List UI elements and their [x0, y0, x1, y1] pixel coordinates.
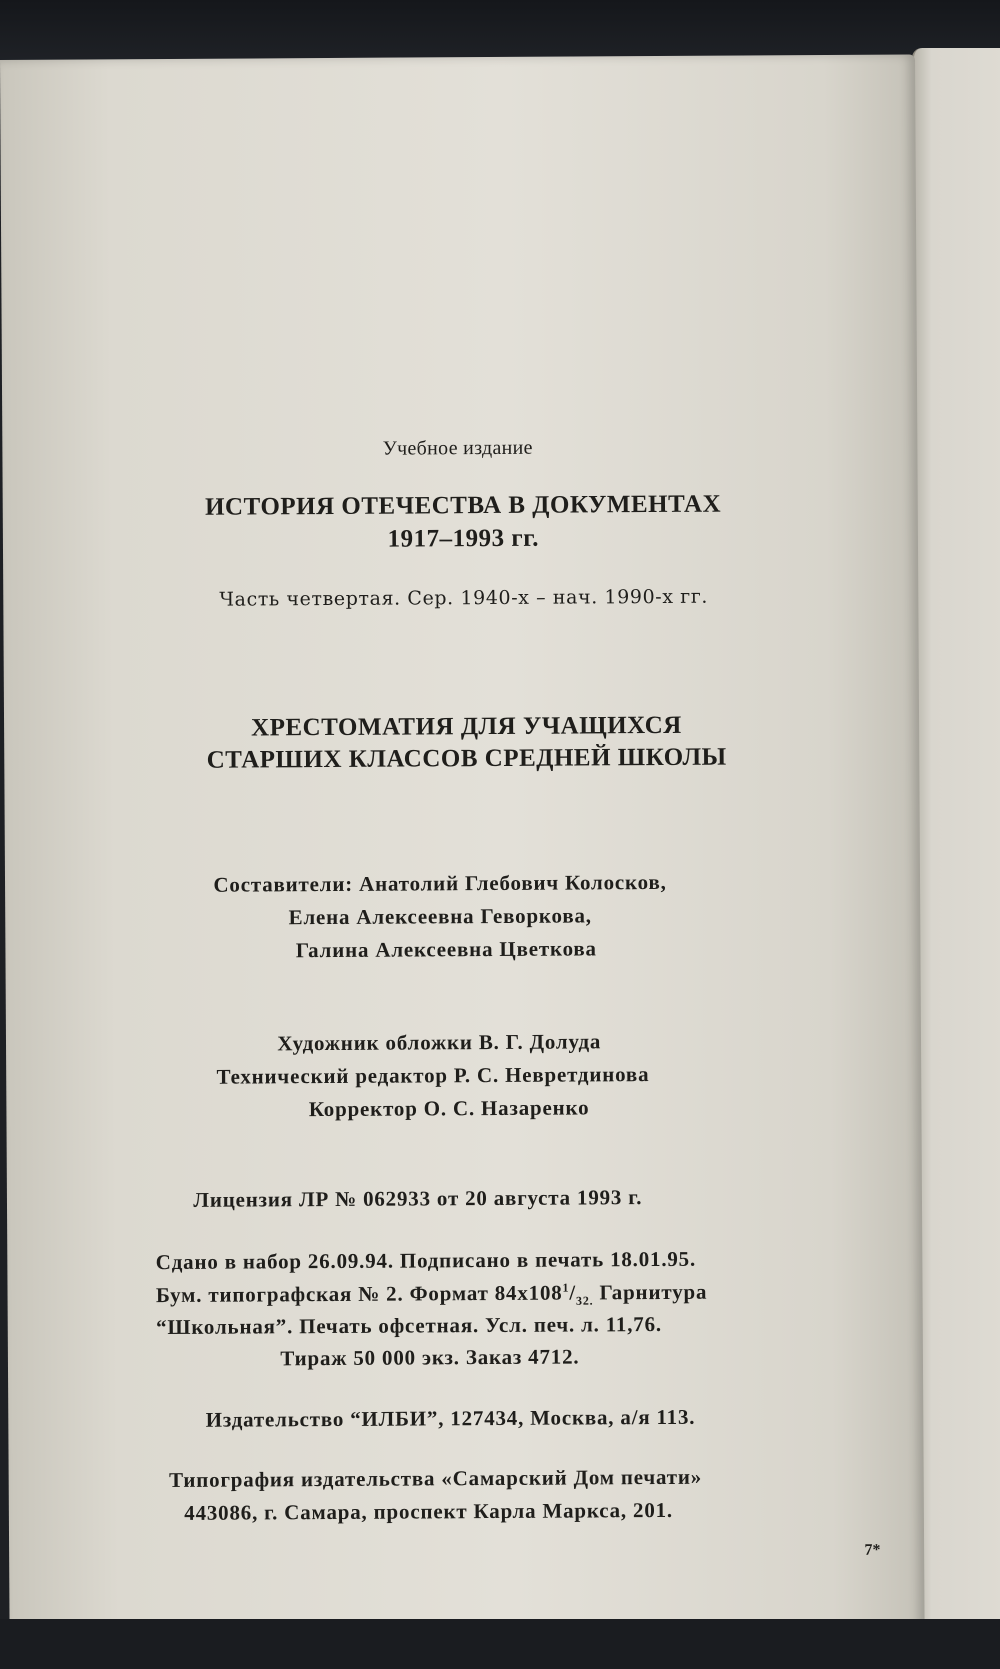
- print-format-numerator: 1: [562, 1280, 570, 1295]
- print-info-line-3: “Школьная”. Печать офсетная. Усл. печ. л. 11,76.: [156, 1311, 662, 1340]
- subtitle-line-2: СТАРШИХ КЛАССОВ СРЕДНЕЙ ШКОЛЫ: [206, 743, 727, 774]
- print-format-denominator: 32.: [575, 1293, 594, 1308]
- artist-line: Художник обложки В. Г. Долуда: [277, 1029, 602, 1056]
- compilers-line-1: Составители: Анатолий Глебович Колосков,: [213, 869, 667, 897]
- print-info-line-1: Сдано в набор 26.09.94. Подписано в печать 18.01.95.: [155, 1246, 697, 1275]
- printer-line-1: Типография издательства «Самарский Дом печати»: [168, 1464, 703, 1492]
- part-line: Часть четвертая. Сер. 1940-х – нач. 1990-х гг.: [219, 585, 709, 611]
- print-typeface-label: Гарнитура: [593, 1279, 708, 1305]
- signature-mark: 7*: [864, 1541, 881, 1559]
- print-info-line-2: Бум. типографская № 2. Формат $84х108^1/_{32.}$ Гарнитура: [155, 1279, 708, 1308]
- print-info-line-4: Тираж 50 000 экз. Заказ 4712.: [280, 1344, 580, 1371]
- compilers-line-2: Елена Алексеевна Геворкова,: [288, 903, 592, 930]
- background-bottom: [0, 1619, 1000, 1669]
- compilers-line-3: Галина Алексеевна Цветкова: [295, 936, 597, 963]
- edition-type: Учебное издание: [382, 436, 533, 460]
- next-page-edge: [912, 48, 1000, 1645]
- subtitle-line-1: ХРЕСТОМАТИЯ ДЛЯ УЧАЩИХСЯ: [251, 711, 682, 742]
- publisher-line: Издательство “ИЛБИ”, 127434, Москва, а/я 113.: [205, 1404, 696, 1432]
- title-line-2: 1917–1993 гг.: [387, 524, 540, 553]
- printer-line-2: 443086, г. Самара, проспект Карла Маркса, 201.: [184, 1497, 674, 1525]
- title-line-1: ИСТОРИЯ ОТЕЧЕСТВА В ДОКУМЕНТАХ: [204, 490, 722, 521]
- tech-editor-line: Технический редактор Р. С. Невретдинова: [216, 1062, 650, 1089]
- license-line: Лицензия ЛР № 062933 от 20 августа 1993 г.: [193, 1185, 643, 1212]
- print-format-text: Бум. типографская № 2. Формат 84х108: [155, 1280, 563, 1308]
- corrector-line: Корректор О. С. Назаренко: [308, 1095, 590, 1122]
